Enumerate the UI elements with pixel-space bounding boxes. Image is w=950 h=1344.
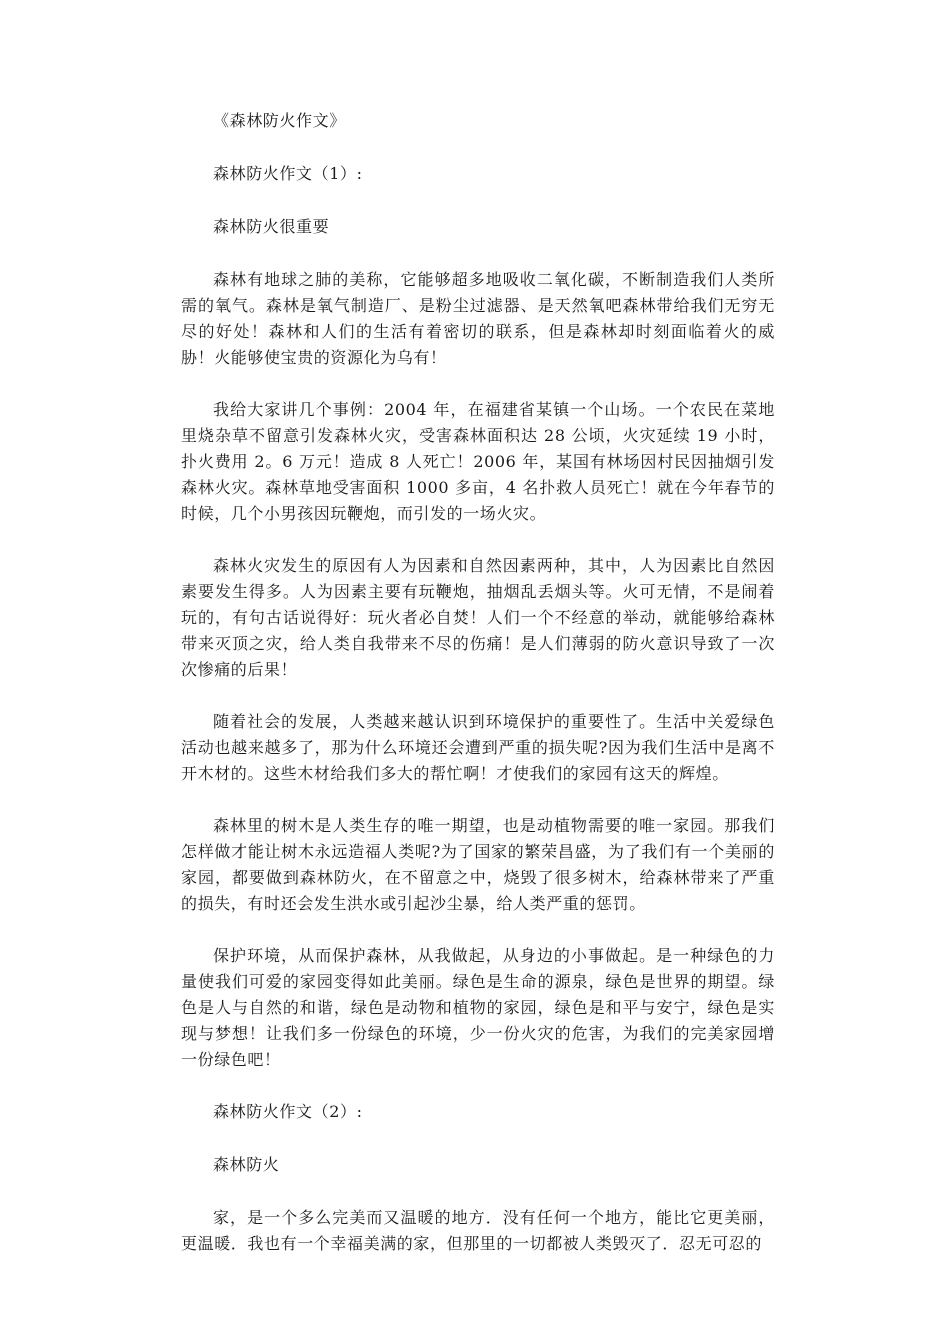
document-title: 《森林防火作文》	[213, 111, 346, 130]
paragraph: 森林火灾发生的原因有人为因素和自然因素两种，其中，人为因素比自然因素要发生得多。人为因素主要有玩鞭炮，抽烟乱丢烟头等。火可无情，不是闹着玩的，有句古话说得好：玩火者必自焚！人们一个不经意的举动，就能够给森林带来灭顶之灾，给人类自我带来不尽的伤痛！是人们薄弱的防火意识导致了一次次惨痛的后果！	[181, 556, 775, 679]
essay-heading-2: 森林防火作文（2）:	[213, 1102, 363, 1121]
paragraph: 我给大家讲几个事例：2004 年，在福建省某镇一个山场。一个农民在菜地里烧杂草不留意引发森林火灾，受害森林面积达 28 公顷，火灾延续 19 小时，扑火费用 2。6 万元！造成 8 人死亡！2006 年，某国有林场因村民因抽烟引发森林火灾。森林草地受害面积 1000 多亩，4 名扑救人员死亡！就在今年春节的时候，几个小男孩因玩鞭炮，而引发的一场火灾。	[181, 400, 775, 523]
paragraph: 森林里的树木是人类生存的唯一期望，也是动植物需要的唯一家园。那我们怎样做才能让树木永远造福人类呢?为了国家的繁荣昌盛，为了我们有一个美丽的家园，都要做到森林防火，在不留意之中，烧毁了很多树木，给森林带来了严重的损失，有时还会发生洪水或引起沙尘暴，给人类严重的惩罚。	[181, 816, 775, 913]
essay-subtitle-1: 森林防火很重要	[213, 217, 330, 236]
essay-subtitle-2: 森林防火	[213, 1155, 280, 1174]
paragraph: 随着社会的发展，人类越来越认识到环境保护的重要性了。生活中关爱绿色活动也越来越多了，那为什么环境还会遭到严重的损失呢?因为我们生活中是离不开木材的。这些木材给我们多大的帮忙啊！才使我们的家园有这天的辉煌。	[181, 712, 775, 783]
paragraph: 森林有地球之肺的美称，它能够超多地吸收二氧化碳，不断制造我们人类所需的氧气。森林是氧气制造厂、是粉尘过滤器、是天然氧吧森林带给我们无穷无尽的好处！森林和人们的生活有着密切的联系，但是森林却时刻面临着火的威胁！火能够使宝贵的资源化为乌有！	[181, 270, 775, 367]
essay-heading-1: 森林防火作文（1）:	[213, 164, 363, 183]
paragraph: 家，是一个多么完美而又温暖的地方．没有任何一个地方，能比它更美丽，更温暖．我也有一个幸福美满的家，但那里的一切都被人类毁灭了．忍无可忍的	[181, 1208, 775, 1253]
paragraph: 保护环境，从而保护森林，从我做起，从身边的小事做起。是一种绿色的力量使我们可爱的家园变得如此美丽。绿色是生命的源泉，绿色是世界的期望。绿色是人与自然的和谐，绿色是动物和植物的家园，绿色是和平与安宁，绿色是实现与梦想！让我们多一份绿色的环境，少一份火灾的危害，为我们的完美家园增一份绿色吧！	[181, 946, 775, 1069]
document-page	[181, 108, 775, 1283]
